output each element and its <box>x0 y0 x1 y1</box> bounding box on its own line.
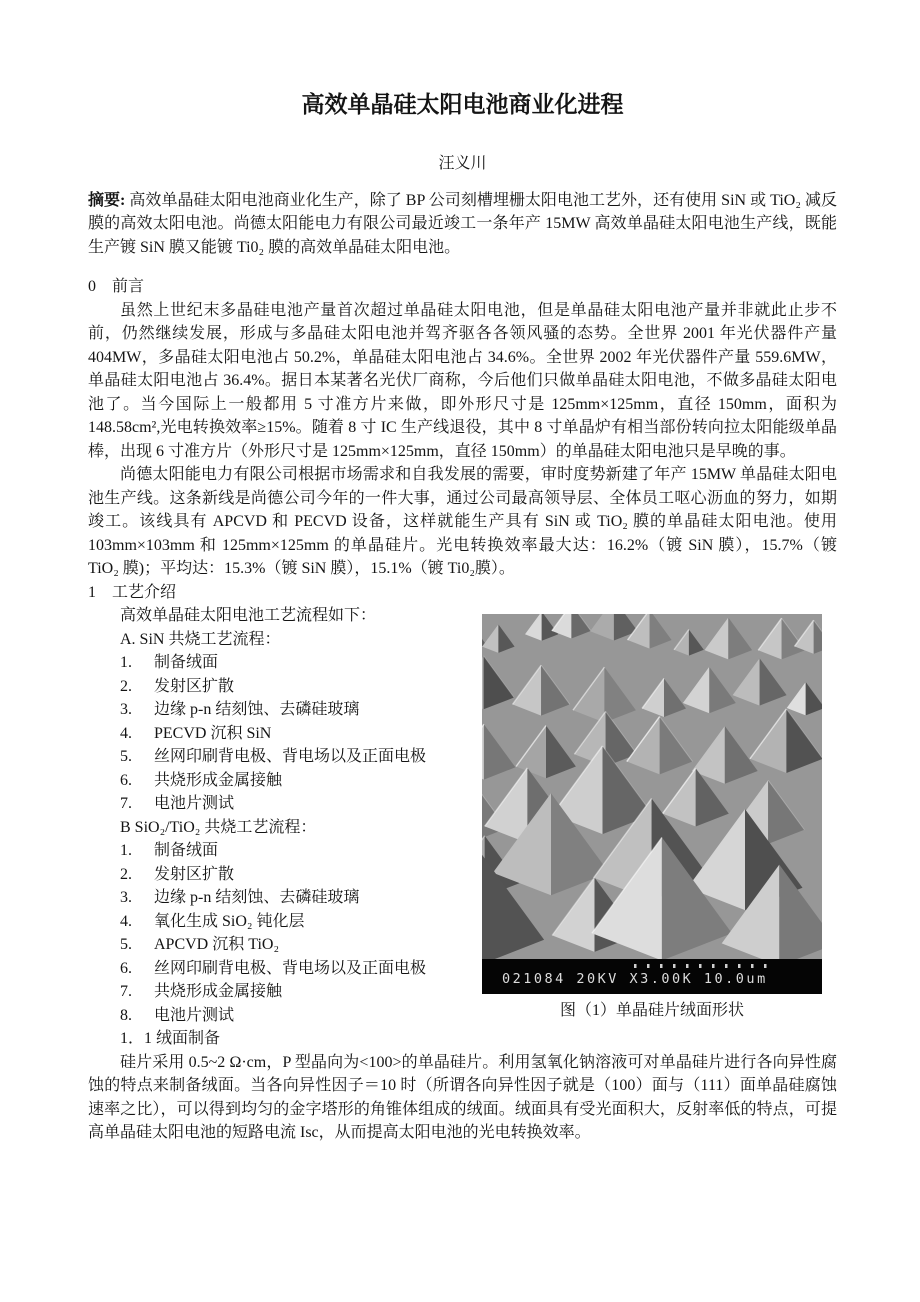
item-number: 4. <box>120 724 132 742</box>
texturing-paragraph: 硅片采用 0.5~2 Ω·cm，P 型晶向为<100>的单晶硅片。利用氢氧化钠溶液可对单晶硅片进行各向异性腐蚀的特点来制备绒面。当各向异性因子＝10 时（所谓各向异性因子就是（100）面与（111）面单晶硅腐蚀速率之比），可以得到均匀的金字塔形的角锥体组成的绒面。绒面具有受光面积大，反射率低的特点，可提高单晶硅太阳电池的短路电流 Isc，从而提高太阳电池的光电转换效率。 <box>88 1053 837 1141</box>
figure-1 <box>482 614 822 1023</box>
item-number: 7. <box>120 795 132 812</box>
item-text: 发射区扩散 <box>154 865 235 883</box>
figure-caption: 图（1）单晶硅片绒面形状 <box>559 1002 744 1019</box>
abstract-text: 高效单晶硅太阳电池商业化生产，除了 BP 公司刻槽埋栅太阳电池工艺外，还有使用 SiN 或 TiO₂ 减反膜的高效太阳电池。尚德太阳能电力有限公司最近竣工一条年产 15MW 高效单晶硅太阳电池生产线，既能生产镀 SiN 膜又能镀 Ti0₂ 膜的高效单晶硅太阳电池。 <box>88 191 837 256</box>
section-0-title: 前言 <box>112 278 145 295</box>
item-text: APCVD 沉积 TiO₂ <box>154 936 280 953</box>
item-number: 8. <box>120 1006 132 1024</box>
subsection-1-1-heading: 1．1 绒面制备 <box>120 1030 221 1047</box>
item-text: 丝网印刷背电极、背电场以及正面电极 <box>154 748 427 765</box>
item-text: 制备绒面 <box>154 842 219 859</box>
section-1-title: 工艺介绍 <box>112 583 177 601</box>
item-text: 制备绒面 <box>154 654 219 671</box>
item-text: 电池片测试 <box>154 795 235 812</box>
item-number: 6. <box>120 959 132 977</box>
section-1-number: 1 <box>88 583 96 601</box>
item-number: 2. <box>120 865 132 883</box>
process-intro-line: 高效单晶硅太阳电池工艺流程如下： <box>120 607 377 624</box>
preface-paragraph-1: 虽然上世纪末多晶硅电池产量首次超过单晶硅太阳电池，但是单晶硅太阳电池产量并非就此止步不前，仍然继续发展，形成与多晶硅太阳电池并驾齐驱各各领风骚的态势。全世界 2001 年光伏器件产量 404MW，多晶硅太阳电池占 50.2%，单晶硅太阳电池占 34.6%。全世界 2002 年光伏器件产量 559.6MW，单晶硅太阳电池占 36.4%。据日本某著名光伏厂商称，今后他们只做单晶硅太阳电池，不做多晶硅太阳电池了。当今国际上一般都用 5 寸准方片来做，即外形尺寸是 125mm×125mm，直径 150mm，面积为 148.58cm²,光电转换效率≥15%。随着 8 寸 IC 生产线退役，其中 8 寸单晶炉有相当部份转向拉太阳能级单晶棒，出现 6 寸准方片（外形尺寸是 125mm×125mm，直径 150mm）的单晶硅太阳电池只是早晚的事。 <box>88 301 837 460</box>
section-1-heading <box>88 581 837 605</box>
list-a-header: A. SiN 共烧工艺流程： <box>120 630 281 648</box>
preface-paragraph-2: 尚德太阳能电力有限公司根据市场需求和自我发展的需要，审时度势新建了年产 15MW 单晶硅太阳电池生产线。这条新线是尚德公司今年的一件大事，通过公司最高领导层、全体员工呕心沥血的努力，如期竣工。该线具有 APCVD 和 PECVD 设备，这样就能生产具有 SiN 或 TiO₂ 膜的单晶硅太阳电池。使用 103mm×103mm 和 125mm×125mm 的单晶硅片。光电转换效率最大达：16.2%（镀 SiN 膜），15.7%（镀 TiO₂ 膜)；平均达：15.3%（镀 SiN 膜），15.1%（镀 Ti0₂膜）。 <box>88 466 837 577</box>
abstract-paragraph <box>88 189 837 260</box>
item-number: 1. <box>120 654 132 671</box>
list-b-header: B SiO₂/TiO₂ 共烧工艺流程： <box>120 818 317 836</box>
abstract-label: 摘要: <box>88 191 126 209</box>
doc-title: 高效单晶硅太阳电池商业化进程 <box>301 92 624 117</box>
item-text: 边缘 p-n 结刻蚀、去磷硅玻璃 <box>154 889 360 906</box>
item-text: 电池片测试 <box>154 1006 235 1024</box>
item-number: 7. <box>120 983 132 1000</box>
item-text: 丝网印刷背电极、背电场以及正面电极 <box>154 959 427 977</box>
item-number: 6. <box>120 771 132 789</box>
process-flow-block <box>88 604 837 1051</box>
item-text: 发射区扩散 <box>154 677 235 695</box>
item-text: 氧化生成 SiO₂ 钝化层 <box>154 912 305 930</box>
item-number: 5. <box>120 748 132 765</box>
sem-micrograph-image <box>482 614 822 994</box>
item-text: 共烧形成金属接触 <box>154 771 283 789</box>
item-number: 1. <box>120 842 132 859</box>
author-name: 汪义川 <box>438 155 487 172</box>
item-number: 5. <box>120 936 132 953</box>
section-0-heading <box>88 275 837 299</box>
item-number: 3. <box>120 889 132 906</box>
item-text: 共烧形成金属接触 <box>154 983 283 1000</box>
item-number: 4. <box>120 912 132 930</box>
item-number: 2. <box>120 677 132 695</box>
item-number: 3. <box>120 701 132 718</box>
item-text: PECVD 沉积 SiN <box>154 724 272 742</box>
section-0-number: 0 <box>88 278 96 295</box>
item-text: 边缘 p-n 结刻蚀、去磷硅玻璃 <box>154 701 360 718</box>
sem-label: 021084 20KV X3.00K 10.0um <box>502 971 768 987</box>
